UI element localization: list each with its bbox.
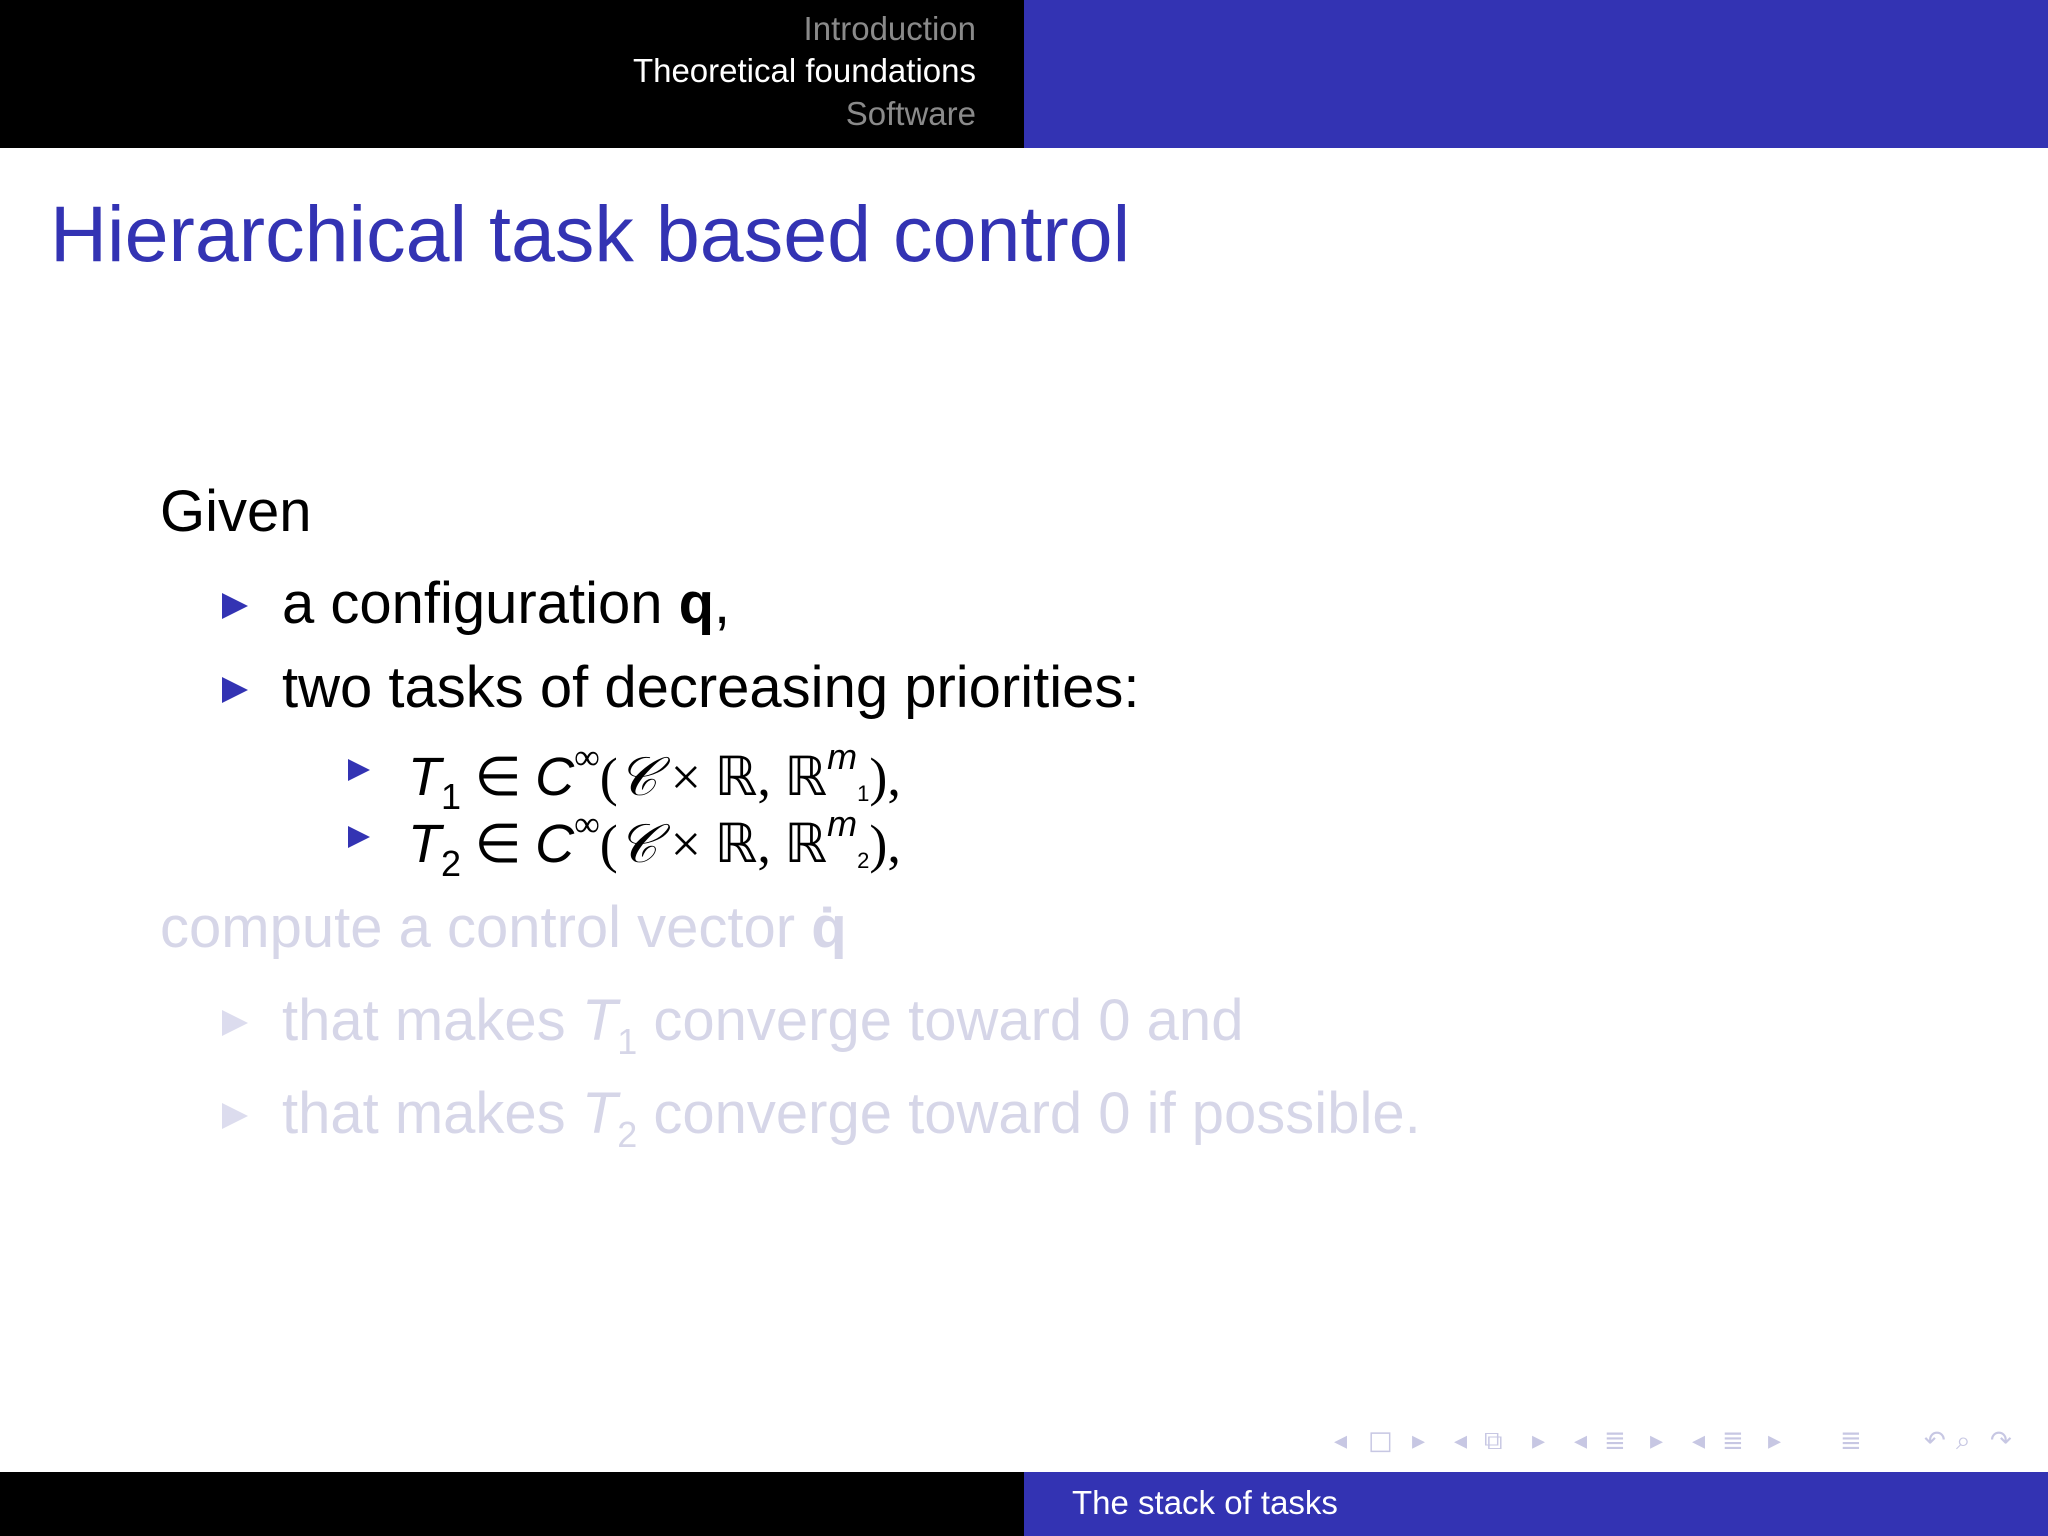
- faded-item-task-2: that makes $T_2$ converge toward 0 if possible.: [282, 1081, 1421, 1155]
- subbullet-icon: [348, 759, 370, 781]
- nav-forward-icon[interactable]: ↷: [1990, 1426, 2012, 1456]
- nav-section-introduction[interactable]: Introduction: [803, 10, 976, 47]
- nav-frame-icon[interactable]: □: [1368, 1426, 1393, 1456]
- bullet-icon: [222, 1010, 248, 1036]
- nav-next-subsection-icon[interactable]: ▸: [1532, 1426, 1546, 1456]
- subbullet-icon: [348, 826, 370, 848]
- nav-back-icon[interactable]: ↶: [1924, 1426, 1946, 1456]
- nav-zoom-icon[interactable]: ⌕: [1956, 1426, 1971, 1456]
- nav-subsubsection-icon[interactable]: ≣: [1722, 1426, 1744, 1456]
- nav-subsection-icon[interactable]: ⧉: [1484, 1426, 1503, 1456]
- nav-prev-frame-icon[interactable]: ◂: [1334, 1426, 1348, 1456]
- list-item-two-tasks: two tasks of decreasing priorities:: [282, 655, 1140, 720]
- footer-title: The stack of tasks: [1072, 1484, 1338, 1521]
- nav-prev-section-icon[interactable]: ◂: [1574, 1426, 1588, 1456]
- nav-prev-subsubsection-icon[interactable]: ◂: [1692, 1426, 1706, 1456]
- bullet-icon: [222, 593, 248, 619]
- nav-align-icon[interactable]: ≣: [1840, 1426, 1862, 1456]
- bullet-icon: [222, 677, 248, 703]
- header-right: [1024, 0, 2048, 148]
- nav-next-frame-icon[interactable]: ▸: [1412, 1426, 1426, 1456]
- nav-next-subsubsection-icon[interactable]: ▸: [1768, 1426, 1782, 1456]
- task-2-definition: $T_2$ ∈ C∞(𝒞 × ℝ, ℝ$^m$2),: [408, 803, 901, 884]
- nav-section-theoretical-foundations[interactable]: Theoretical foundations: [632, 52, 976, 89]
- given-label: Given: [160, 479, 312, 544]
- nav-next-section-icon[interactable]: ▸: [1650, 1426, 1664, 1456]
- task-1-definition: $T_1$ ∈ C∞(𝒞 × ℝ, ℝ$^m$1),: [408, 736, 901, 817]
- faded-item-task-1: that makes $T_1$ converge toward 0 and: [282, 988, 1244, 1062]
- nav-section-software[interactable]: Software: [845, 95, 976, 132]
- list-item-configuration: a configuration q,: [282, 571, 731, 636]
- nav-section-icon[interactable]: ≣: [1604, 1426, 1626, 1456]
- bullet-icon: [222, 1103, 248, 1129]
- slide-title: Hierarchical task based control: [50, 189, 1131, 278]
- nav-prev-subsection-icon[interactable]: ◂: [1454, 1426, 1468, 1456]
- footer-left: [0, 1472, 1024, 1536]
- compute-label: compute a control vector q̇: [160, 895, 847, 960]
